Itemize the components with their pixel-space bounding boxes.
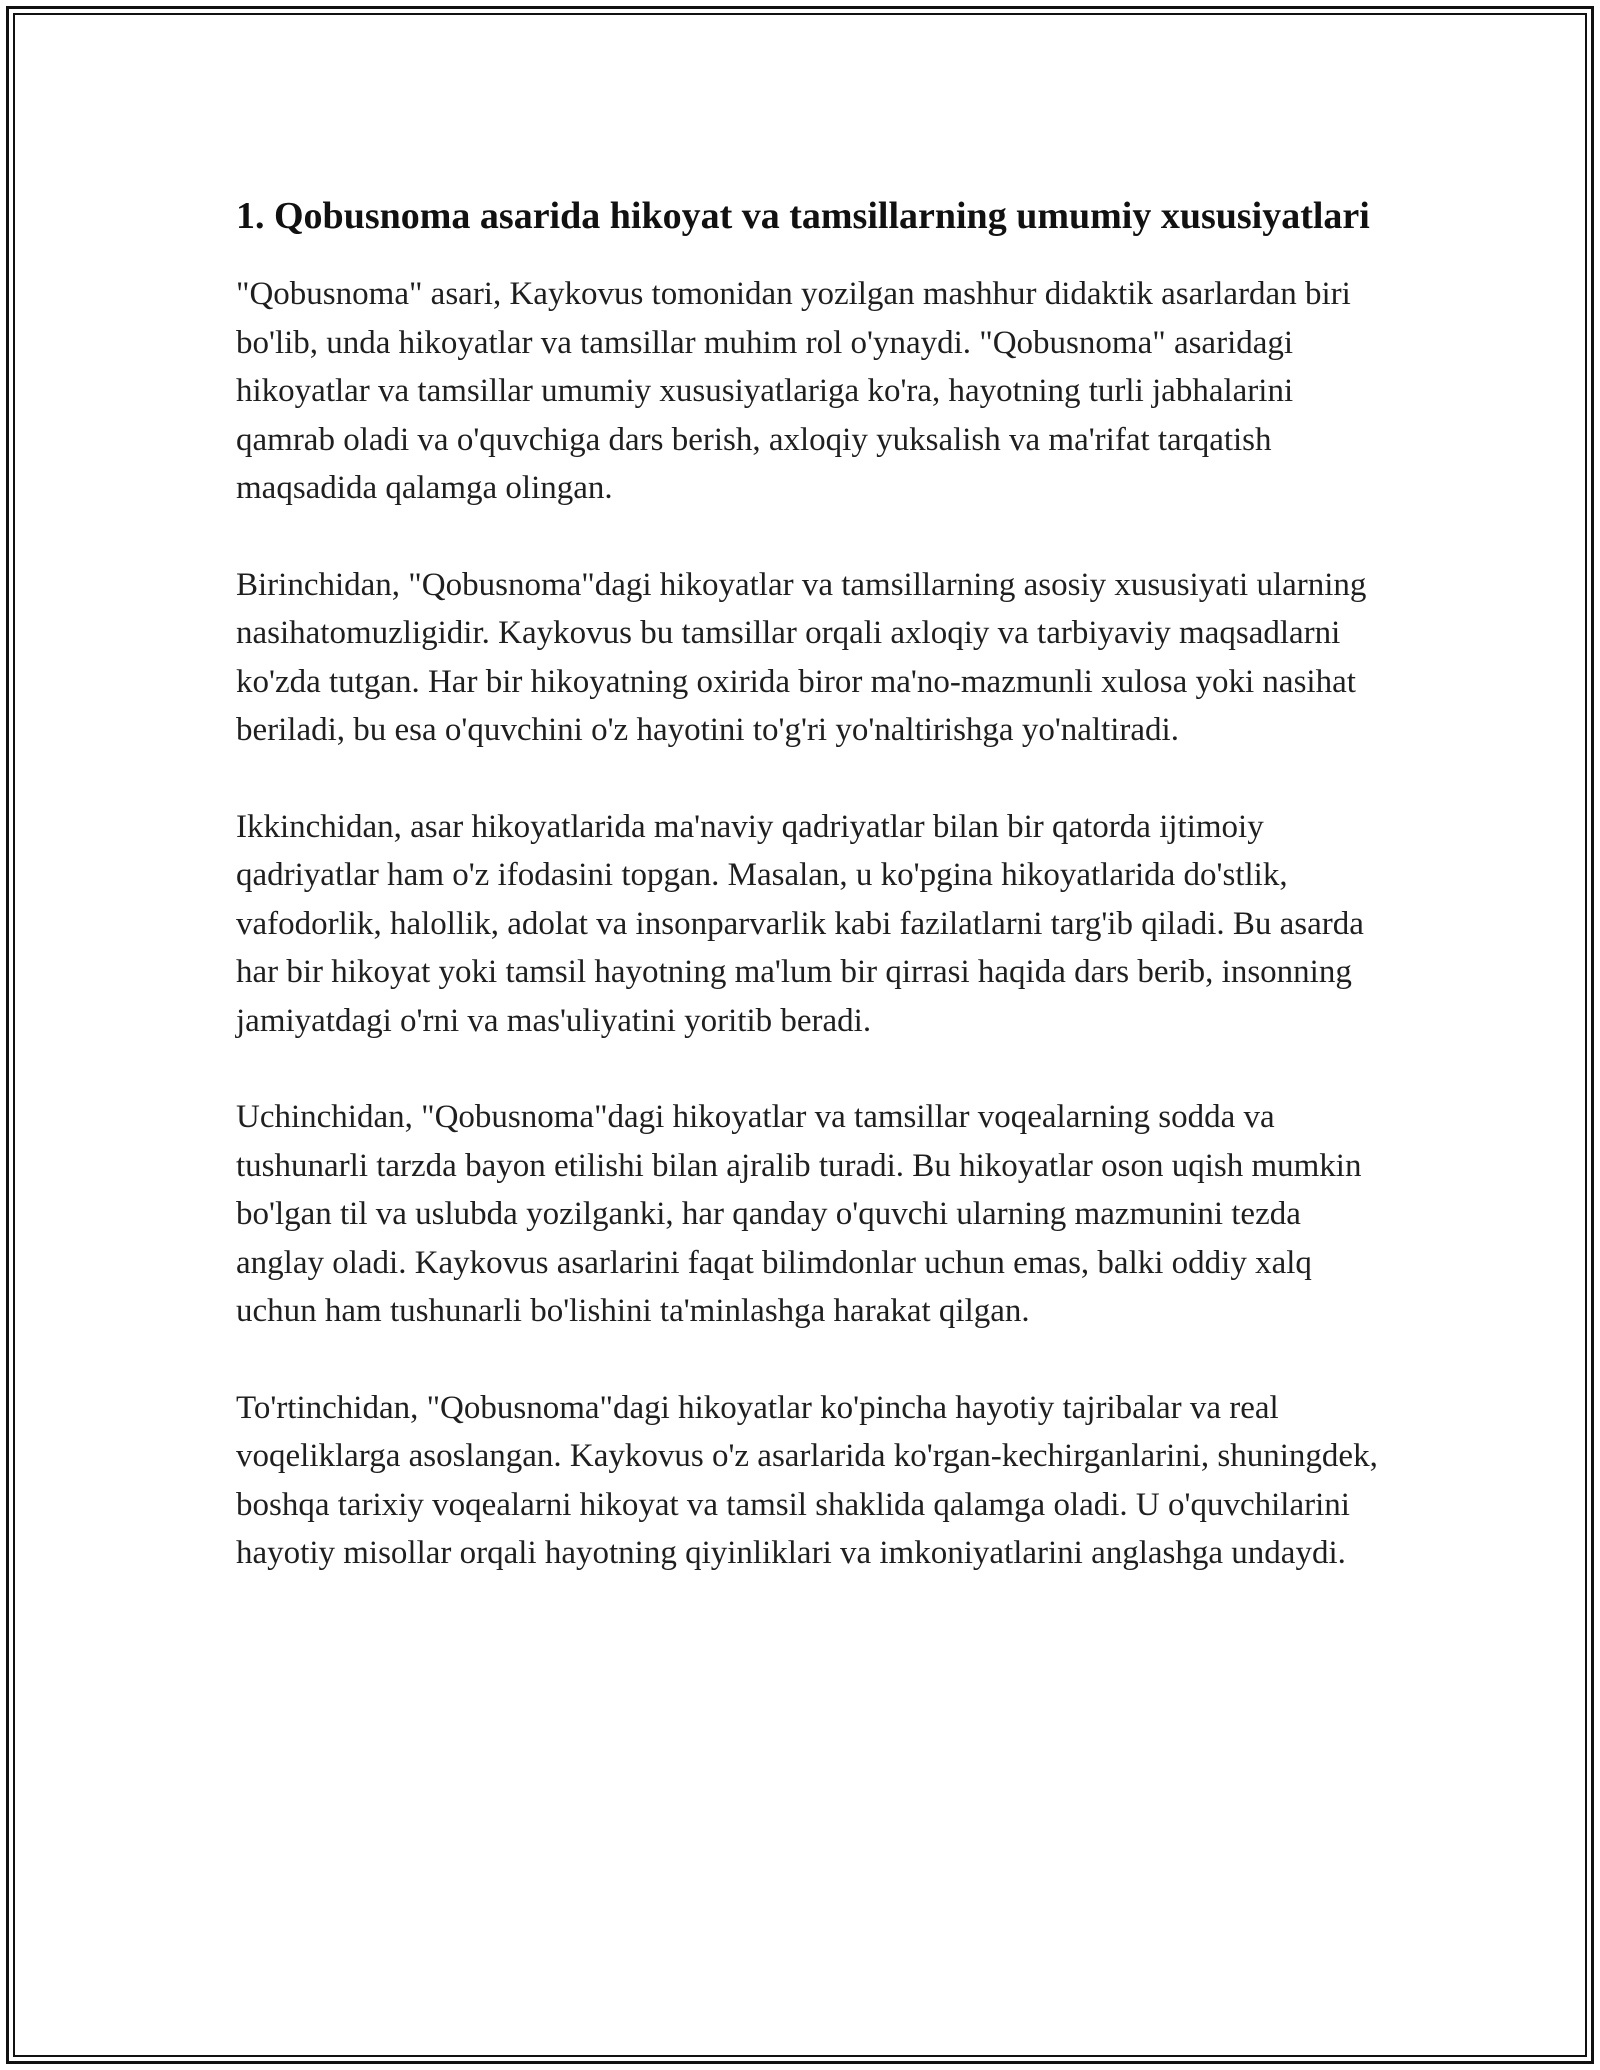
paragraph-fourth: To'rtinchidan, "Qobusnoma"dagi hikoyatlar ko'pincha hayotiy tajribalar va real voqeliklarga asoslangan. Kaykovus o'z asarlarida ko'rgan-kechirganlarini, shuningdek, boshqa tarixiy voqealarni hikoyat va tamsil shaklida qalamga oladi. U o'quvchilarini hayotiy misollar orqali hayotning qiyinliklari va imkoniyatlarini anglashga undaydi. xyxy=(236,1389,1378,1571)
paragraph-second: Ikkinchidan, asar hikoyatlarida ma'naviy qadriyatlar bilan bir qatorda ijtimoiy qadriyatlar ham o'z ifodasini topgan. Masalan, u ko'pgina hikoyatlarida do'stlik, vafodorlik, halollik, adolat va insonparvarlik kabi fazilatlarni targ'ib qiladi. Bu asarda har bir hikoyat yoki tamsil hayotning ma'lum bir qirrasi haqida dars berib, insonning jamiyatdagi o'rni va mas'uliyatini yoritib beradi. xyxy=(236,808,1364,1039)
paragraph-intro: "Qobusnoma" asari, Kaykovus tomonidan yozilgan mashhur didaktik asarlardan biri bo'lib, unda hikoyatlar va tamsillar muhim rol o'ynaydi. "Qobusnoma" asaridagi hikoyatlar va tamsillar umumiy xususiyatlariga ko'ra, hayotning turli jabhalarini qamrab oladi va o'quvchiga dars berish, axloqiy yuksalish va ma'rifat tarqatish maqsadida qalamga olingan. xyxy=(236,276,1351,506)
paragraph-first: Birinchidan, "Qobusnoma"dagi hikoyatlar va tamsillarning asosiy xususiyati ularning nasihatomuzligidir. Kaykovus bu tamsillar orqali axloqiy va tarbiyaviy maqsadlarni ko'zda tutgan. Har bir hikoyatning oxirida biror ma'no-mazmunli xulosa yoki nasihat beriladi, bu esa o'quvchini o'z hayotini to'g'ri yo'naltirishga yo'naltiradi. xyxy=(236,566,1367,748)
document-body xyxy=(236,188,1386,1626)
section-title: 1. Qobusnoma asarida hikoyat va tamsillarning umumiy xususiyatlari xyxy=(236,195,1370,237)
paragraph-third: Uchinchidan, "Qobusnoma"dagi hikoyatlar va tamsillar voqealarning sodda va tushunarli tarzda bayon etilishi bilan ajralib turadi. Bu hikoyatlar oson uqish mumkin bo'lgan til va uslubda yozilganki, har qanday o'quvchi ularning mazmunini tezda anglay oladi. Kaykovus asarlarini faqat bilimdonlar uchun emas, balki oddiy xalq uchun ham tushunarli bo'lishini ta'minlashga harakat qilgan. xyxy=(236,1099,1362,1329)
